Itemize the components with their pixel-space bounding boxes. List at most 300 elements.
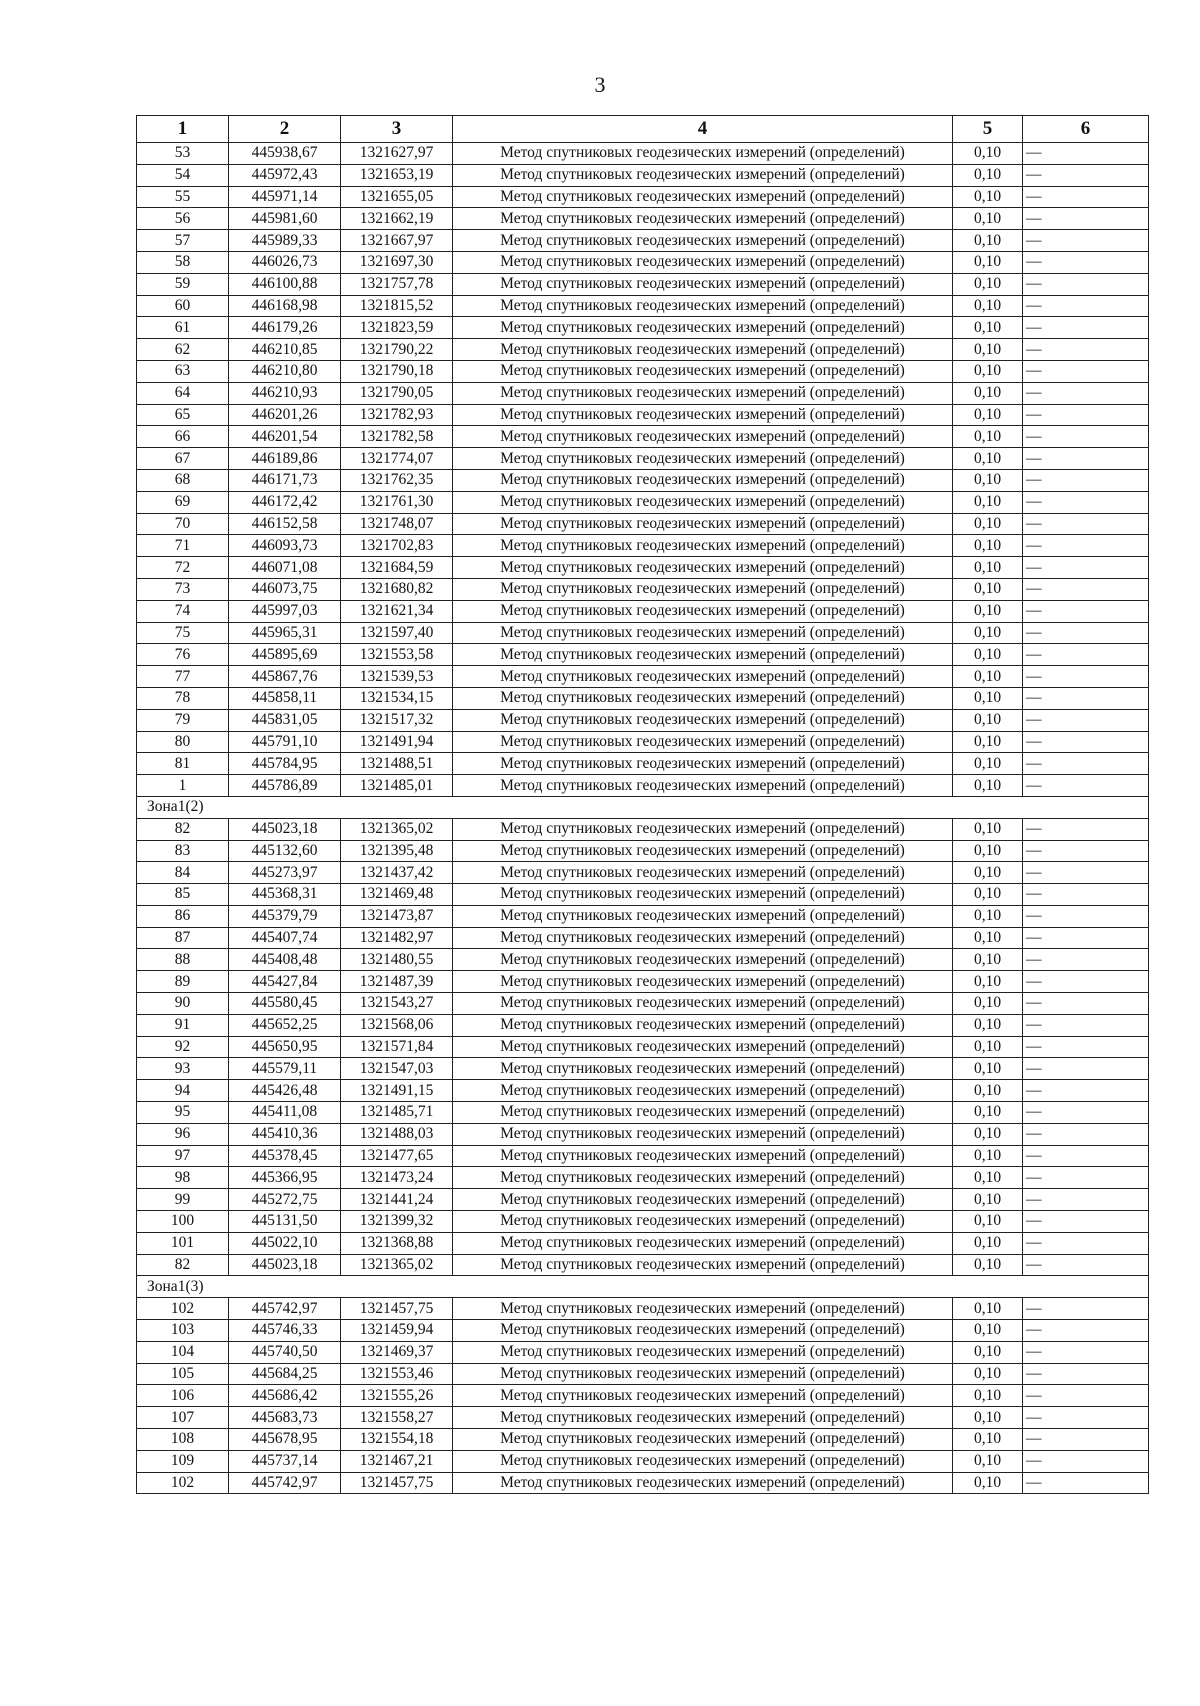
- table-row: [137, 1429, 1149, 1451]
- precision-cell: 0,10: [953, 295, 1023, 317]
- formula-cell: —: [1023, 971, 1149, 993]
- precision-cell: 0,10: [953, 1080, 1023, 1102]
- point-number-cell: 92: [137, 1036, 229, 1058]
- x-coordinate-cell: 445652,25: [229, 1014, 341, 1036]
- point-number-cell: 100: [137, 1211, 229, 1233]
- precision-cell: 0,10: [953, 884, 1023, 906]
- point-number-cell: 56: [137, 208, 229, 230]
- point-number-cell: 70: [137, 513, 229, 535]
- x-coordinate-cell: 446179,26: [229, 317, 341, 339]
- formula-cell: —: [1023, 1058, 1149, 1080]
- table-row: [137, 513, 1149, 535]
- table-row: [137, 1363, 1149, 1385]
- y-coordinate-cell: 1321365,02: [341, 818, 453, 840]
- point-number-cell: 102: [137, 1472, 229, 1494]
- x-coordinate-cell: 445368,31: [229, 884, 341, 906]
- y-coordinate-cell: 1321667,97: [341, 230, 453, 252]
- point-number-cell: 64: [137, 382, 229, 404]
- page-number: 3: [594, 72, 606, 97]
- table-row: [137, 404, 1149, 426]
- point-number-cell: 85: [137, 884, 229, 906]
- formula-cell: —: [1023, 164, 1149, 186]
- formula-cell: —: [1023, 731, 1149, 753]
- point-number-cell: 61: [137, 317, 229, 339]
- table-row: [137, 1472, 1149, 1494]
- x-coordinate-cell: 445981,60: [229, 208, 341, 230]
- method-cell: Метод спутниковых геодезических измерений (определений): [453, 1254, 953, 1276]
- formula-cell: —: [1023, 295, 1149, 317]
- point-number-cell: 91: [137, 1014, 229, 1036]
- method-cell: Метод спутниковых геодезических измерений (определений): [453, 535, 953, 557]
- x-coordinate-cell: 446210,93: [229, 382, 341, 404]
- method-cell: Метод спутниковых геодезических измерений (определений): [453, 1102, 953, 1124]
- point-number-cell: 73: [137, 578, 229, 600]
- formula-cell: —: [1023, 448, 1149, 470]
- table-row: [137, 557, 1149, 579]
- precision-cell: 0,10: [953, 1450, 1023, 1472]
- formula-cell: —: [1023, 1385, 1149, 1407]
- formula-cell: —: [1023, 1232, 1149, 1254]
- x-coordinate-cell: 445737,14: [229, 1450, 341, 1472]
- y-coordinate-cell: 1321597,40: [341, 622, 453, 644]
- table-row: [137, 731, 1149, 753]
- table-row: [137, 1341, 1149, 1363]
- method-cell: Метод спутниковых геодезических измерений (определений): [453, 1363, 953, 1385]
- y-coordinate-cell: 1321473,24: [341, 1167, 453, 1189]
- y-coordinate-cell: 1321395,48: [341, 840, 453, 862]
- formula-cell: —: [1023, 1014, 1149, 1036]
- precision-cell: 0,10: [953, 143, 1023, 165]
- point-number-cell: 63: [137, 360, 229, 382]
- table-row: [137, 971, 1149, 993]
- column-header: 1: [137, 116, 229, 143]
- precision-cell: 0,10: [953, 491, 1023, 513]
- method-cell: Метод спутниковых геодезических измерений (определений): [453, 709, 953, 731]
- formula-cell: —: [1023, 600, 1149, 622]
- precision-cell: 0,10: [953, 993, 1023, 1015]
- method-cell: Метод спутниковых геодезических измерений (определений): [453, 993, 953, 1015]
- method-cell: Метод спутниковых геодезических измерений (определений): [453, 644, 953, 666]
- y-coordinate-cell: 1321480,55: [341, 949, 453, 971]
- formula-cell: —: [1023, 273, 1149, 295]
- y-coordinate-cell: 1321684,59: [341, 557, 453, 579]
- table-row: [137, 143, 1149, 165]
- table-row: [137, 426, 1149, 448]
- formula-cell: —: [1023, 1320, 1149, 1342]
- formula-cell: —: [1023, 360, 1149, 382]
- y-coordinate-cell: 1321553,58: [341, 644, 453, 666]
- y-coordinate-cell: 1321473,87: [341, 905, 453, 927]
- point-number-cell: 53: [137, 143, 229, 165]
- point-number-cell: 93: [137, 1058, 229, 1080]
- method-cell: Метод спутниковых геодезических измерений (определений): [453, 731, 953, 753]
- method-cell: Метод спутниковых геодезических измерений (определений): [453, 884, 953, 906]
- precision-cell: 0,10: [953, 1320, 1023, 1342]
- precision-cell: 0,10: [953, 1298, 1023, 1320]
- x-coordinate-cell: 445579,11: [229, 1058, 341, 1080]
- formula-cell: —: [1023, 1407, 1149, 1429]
- table-row: [137, 884, 1149, 906]
- x-coordinate-cell: 445272,75: [229, 1189, 341, 1211]
- method-cell: Метод спутниковых геодезических измерений (определений): [453, 1320, 953, 1342]
- table-row: [137, 644, 1149, 666]
- method-cell: Метод спутниковых геодезических измерений (определений): [453, 949, 953, 971]
- point-number-cell: 80: [137, 731, 229, 753]
- table-row: [137, 1145, 1149, 1167]
- point-number-cell: 101: [137, 1232, 229, 1254]
- precision-cell: 0,10: [953, 448, 1023, 470]
- x-coordinate-cell: 445410,36: [229, 1123, 341, 1145]
- table-row: [137, 491, 1149, 513]
- point-number-cell: 99: [137, 1189, 229, 1211]
- column-header: 4: [453, 116, 953, 143]
- formula-cell: —: [1023, 753, 1149, 775]
- table-row: [137, 273, 1149, 295]
- y-coordinate-cell: 1321553,46: [341, 1363, 453, 1385]
- y-coordinate-cell: 1321365,02: [341, 1254, 453, 1276]
- table-row: [137, 251, 1149, 273]
- point-number-cell: 87: [137, 927, 229, 949]
- y-coordinate-cell: 1321621,34: [341, 600, 453, 622]
- formula-cell: —: [1023, 317, 1149, 339]
- x-coordinate-cell: 446210,80: [229, 360, 341, 382]
- table-row: [137, 448, 1149, 470]
- x-coordinate-cell: 445965,31: [229, 622, 341, 644]
- formula-cell: —: [1023, 578, 1149, 600]
- x-coordinate-cell: 446171,73: [229, 469, 341, 491]
- table-row: [137, 600, 1149, 622]
- precision-cell: 0,10: [953, 1429, 1023, 1451]
- precision-cell: 0,10: [953, 1385, 1023, 1407]
- table-row: [137, 753, 1149, 775]
- table-row: [137, 1211, 1149, 1233]
- table-row: [137, 1080, 1149, 1102]
- formula-cell: —: [1023, 927, 1149, 949]
- x-coordinate-cell: 445408,48: [229, 949, 341, 971]
- x-coordinate-cell: 445997,03: [229, 600, 341, 622]
- y-coordinate-cell: 1321457,75: [341, 1298, 453, 1320]
- formula-cell: —: [1023, 905, 1149, 927]
- point-number-cell: 67: [137, 448, 229, 470]
- formula-cell: —: [1023, 469, 1149, 491]
- formula-cell: —: [1023, 382, 1149, 404]
- table-row: [137, 295, 1149, 317]
- x-coordinate-cell: 445989,33: [229, 230, 341, 252]
- table-row: [137, 687, 1149, 709]
- x-coordinate-cell: 445791,10: [229, 731, 341, 753]
- method-cell: Метод спутниковых геодезических измерений (определений): [453, 317, 953, 339]
- precision-cell: 0,10: [953, 1167, 1023, 1189]
- table-row: [137, 469, 1149, 491]
- y-coordinate-cell: 1321488,03: [341, 1123, 453, 1145]
- precision-cell: 0,10: [953, 731, 1023, 753]
- method-cell: Метод спутниковых геодезических измерений (определений): [453, 1058, 953, 1080]
- method-cell: Метод спутниковых геодезических измерений (определений): [453, 1189, 953, 1211]
- table-row: [137, 230, 1149, 252]
- formula-cell: —: [1023, 404, 1149, 426]
- point-number-cell: 104: [137, 1341, 229, 1363]
- y-coordinate-cell: 1321662,19: [341, 208, 453, 230]
- precision-cell: 0,10: [953, 469, 1023, 491]
- formula-cell: —: [1023, 1363, 1149, 1385]
- table-row: [137, 1102, 1149, 1124]
- method-cell: Метод спутниковых геодезических измерений (определений): [453, 905, 953, 927]
- formula-cell: —: [1023, 491, 1149, 513]
- precision-cell: 0,10: [953, 1254, 1023, 1276]
- method-cell: Метод спутниковых геодезических измерений (определений): [453, 840, 953, 862]
- x-coordinate-cell: 445784,95: [229, 753, 341, 775]
- x-coordinate-cell: 445427,84: [229, 971, 341, 993]
- point-number-cell: 71: [137, 535, 229, 557]
- point-number-cell: 69: [137, 491, 229, 513]
- point-number-cell: 77: [137, 666, 229, 688]
- x-coordinate-cell: 445971,14: [229, 186, 341, 208]
- y-coordinate-cell: 1321485,71: [341, 1102, 453, 1124]
- point-number-cell: 86: [137, 905, 229, 927]
- point-number-cell: 68: [137, 469, 229, 491]
- x-coordinate-cell: 446172,42: [229, 491, 341, 513]
- method-cell: Метод спутниковых геодезических измерений (определений): [453, 1145, 953, 1167]
- point-number-cell: 72: [137, 557, 229, 579]
- y-coordinate-cell: 1321482,97: [341, 927, 453, 949]
- formula-cell: —: [1023, 1036, 1149, 1058]
- precision-cell: 0,10: [953, 818, 1023, 840]
- precision-cell: 0,10: [953, 404, 1023, 426]
- y-coordinate-cell: 1321627,97: [341, 143, 453, 165]
- point-number-cell: 57: [137, 230, 229, 252]
- y-coordinate-cell: 1321558,27: [341, 1407, 453, 1429]
- precision-cell: 0,10: [953, 644, 1023, 666]
- precision-cell: 0,10: [953, 557, 1023, 579]
- table-row: [137, 840, 1149, 862]
- method-cell: Метод спутниковых геодезических измерений (определений): [453, 1211, 953, 1233]
- x-coordinate-cell: 445742,97: [229, 1472, 341, 1494]
- x-coordinate-cell: 445023,18: [229, 1254, 341, 1276]
- point-number-cell: 82: [137, 818, 229, 840]
- table-row: [137, 1014, 1149, 1036]
- method-cell: Метод спутниковых геодезических измерений (определений): [453, 469, 953, 491]
- method-cell: Метод спутниковых геодезических измерений (определений): [453, 404, 953, 426]
- x-coordinate-cell: 445273,97: [229, 862, 341, 884]
- y-coordinate-cell: 1321555,26: [341, 1385, 453, 1407]
- formula-cell: —: [1023, 1298, 1149, 1320]
- method-cell: Метод спутниковых геодезических измерений (определений): [453, 1298, 953, 1320]
- formula-cell: —: [1023, 862, 1149, 884]
- y-coordinate-cell: 1321757,78: [341, 273, 453, 295]
- formula-cell: —: [1023, 1472, 1149, 1494]
- point-number-cell: 95: [137, 1102, 229, 1124]
- point-number-cell: 88: [137, 949, 229, 971]
- zone-label: Зона1(3): [137, 1276, 1149, 1298]
- formula-cell: —: [1023, 1102, 1149, 1124]
- x-coordinate-cell: 445858,11: [229, 687, 341, 709]
- point-number-cell: 78: [137, 687, 229, 709]
- formula-cell: —: [1023, 1080, 1149, 1102]
- point-number-cell: 75: [137, 622, 229, 644]
- precision-cell: 0,10: [953, 753, 1023, 775]
- precision-cell: 0,10: [953, 251, 1023, 273]
- precision-cell: 0,10: [953, 1341, 1023, 1363]
- precision-cell: 0,10: [953, 360, 1023, 382]
- precision-cell: 0,10: [953, 1123, 1023, 1145]
- x-coordinate-cell: 446210,85: [229, 339, 341, 361]
- formula-cell: —: [1023, 143, 1149, 165]
- table-row: [137, 1232, 1149, 1254]
- table-row: [137, 164, 1149, 186]
- table-row: [137, 622, 1149, 644]
- column-header: 3: [341, 116, 453, 143]
- table-row: [137, 382, 1149, 404]
- x-coordinate-cell: 446189,86: [229, 448, 341, 470]
- x-coordinate-cell: 445678,95: [229, 1429, 341, 1451]
- point-number-cell: 97: [137, 1145, 229, 1167]
- point-number-cell: 106: [137, 1385, 229, 1407]
- x-coordinate-cell: 445366,95: [229, 1167, 341, 1189]
- x-coordinate-cell: 445895,69: [229, 644, 341, 666]
- x-coordinate-cell: 445426,48: [229, 1080, 341, 1102]
- method-cell: Метод спутниковых геодезических измерений (определений): [453, 426, 953, 448]
- x-coordinate-cell: 445683,73: [229, 1407, 341, 1429]
- y-coordinate-cell: 1321761,30: [341, 491, 453, 513]
- x-coordinate-cell: 445686,42: [229, 1385, 341, 1407]
- point-number-cell: 105: [137, 1363, 229, 1385]
- precision-cell: 0,10: [953, 1014, 1023, 1036]
- table-row: [137, 1123, 1149, 1145]
- x-coordinate-cell: 445580,45: [229, 993, 341, 1015]
- method-cell: Метод спутниковых геодезических измерений (определений): [453, 382, 953, 404]
- y-coordinate-cell: 1321488,51: [341, 753, 453, 775]
- x-coordinate-cell: 446152,58: [229, 513, 341, 535]
- precision-cell: 0,10: [953, 230, 1023, 252]
- method-cell: Метод спутниковых геодезических измерений (определений): [453, 1341, 953, 1363]
- x-coordinate-cell: 445023,18: [229, 818, 341, 840]
- y-coordinate-cell: 1321491,15: [341, 1080, 453, 1102]
- precision-cell: 0,10: [953, 905, 1023, 927]
- precision-cell: 0,10: [953, 1036, 1023, 1058]
- method-cell: Метод спутниковых геодезических измерений (определений): [453, 295, 953, 317]
- point-number-cell: 60: [137, 295, 229, 317]
- x-coordinate-cell: 446026,73: [229, 251, 341, 273]
- y-coordinate-cell: 1321517,32: [341, 709, 453, 731]
- x-coordinate-cell: 445786,89: [229, 775, 341, 797]
- method-cell: Метод спутниковых геодезических измерений (определений): [453, 1472, 953, 1494]
- y-coordinate-cell: 1321491,94: [341, 731, 453, 753]
- y-coordinate-cell: 1321457,75: [341, 1472, 453, 1494]
- method-cell: Метод спутниковых геодезических измерений (определений): [453, 971, 953, 993]
- formula-cell: —: [1023, 186, 1149, 208]
- table-row: [137, 1036, 1149, 1058]
- method-cell: Метод спутниковых геодезических измерений (определений): [453, 186, 953, 208]
- method-cell: Метод спутниковых геодезических измерений (определений): [453, 1167, 953, 1189]
- y-coordinate-cell: 1321655,05: [341, 186, 453, 208]
- precision-cell: 0,10: [953, 1189, 1023, 1211]
- table-row: [137, 339, 1149, 361]
- method-cell: Метод спутниковых геодезических измерений (определений): [453, 862, 953, 884]
- method-cell: Метод спутниковых геодезических измерений (определений): [453, 1036, 953, 1058]
- formula-cell: —: [1023, 1123, 1149, 1145]
- x-coordinate-cell: 445831,05: [229, 709, 341, 731]
- formula-cell: —: [1023, 1189, 1149, 1211]
- method-cell: Метод спутниковых геодезических измерений (определений): [453, 1407, 953, 1429]
- y-coordinate-cell: 1321485,01: [341, 775, 453, 797]
- method-cell: Метод спутниковых геодезических измерений (определений): [453, 753, 953, 775]
- y-coordinate-cell: 1321368,88: [341, 1232, 453, 1254]
- formula-cell: —: [1023, 1145, 1149, 1167]
- y-coordinate-cell: 1321437,42: [341, 862, 453, 884]
- x-coordinate-cell: 445131,50: [229, 1211, 341, 1233]
- table-row: [137, 927, 1149, 949]
- formula-cell: —: [1023, 884, 1149, 906]
- table-row: [137, 360, 1149, 382]
- precision-cell: 0,10: [953, 971, 1023, 993]
- y-coordinate-cell: 1321697,30: [341, 251, 453, 273]
- formula-cell: —: [1023, 1254, 1149, 1276]
- precision-cell: 0,10: [953, 339, 1023, 361]
- method-cell: Метод спутниковых геодезических измерений (определений): [453, 273, 953, 295]
- point-number-cell: 83: [137, 840, 229, 862]
- formula-cell: —: [1023, 535, 1149, 557]
- x-coordinate-cell: 445740,50: [229, 1341, 341, 1363]
- method-cell: Метод спутниковых геодезических измерений (определений): [453, 1080, 953, 1102]
- point-number-cell: 1: [137, 775, 229, 797]
- y-coordinate-cell: 1321653,19: [341, 164, 453, 186]
- y-coordinate-cell: 1321702,83: [341, 535, 453, 557]
- method-cell: Метод спутниковых геодезических измерений (определений): [453, 775, 953, 797]
- table-row: [137, 709, 1149, 731]
- table-row: [137, 818, 1149, 840]
- y-coordinate-cell: 1321815,52: [341, 295, 453, 317]
- precision-cell: 0,10: [953, 208, 1023, 230]
- y-coordinate-cell: 1321399,32: [341, 1211, 453, 1233]
- method-cell: Метод спутниковых геодезических измерений (определений): [453, 1123, 953, 1145]
- y-coordinate-cell: 1321547,03: [341, 1058, 453, 1080]
- y-coordinate-cell: 1321762,35: [341, 469, 453, 491]
- precision-cell: 0,10: [953, 513, 1023, 535]
- method-cell: Метод спутниковых геодезических измерений (определений): [453, 143, 953, 165]
- table-row: [137, 535, 1149, 557]
- formula-cell: —: [1023, 775, 1149, 797]
- formula-cell: —: [1023, 208, 1149, 230]
- point-number-cell: 58: [137, 251, 229, 273]
- formula-cell: —: [1023, 818, 1149, 840]
- formula-cell: —: [1023, 1341, 1149, 1363]
- table-row: [137, 775, 1149, 797]
- y-coordinate-cell: 1321790,18: [341, 360, 453, 382]
- table-row: [137, 949, 1149, 971]
- x-coordinate-cell: 445022,10: [229, 1232, 341, 1254]
- x-coordinate-cell: 445867,76: [229, 666, 341, 688]
- x-coordinate-cell: 446100,88: [229, 273, 341, 295]
- point-number-cell: 54: [137, 164, 229, 186]
- table-row: [137, 1385, 1149, 1407]
- table-row: [137, 1450, 1149, 1472]
- table-header-row: [137, 116, 1149, 143]
- table-row: [137, 1298, 1149, 1320]
- table-body: [137, 143, 1149, 1494]
- precision-cell: 0,10: [953, 775, 1023, 797]
- x-coordinate-cell: 446201,26: [229, 404, 341, 426]
- precision-cell: 0,10: [953, 862, 1023, 884]
- precision-cell: 0,10: [953, 709, 1023, 731]
- formula-cell: —: [1023, 1211, 1149, 1233]
- point-number-cell: 109: [137, 1450, 229, 1472]
- formula-cell: —: [1023, 1429, 1149, 1451]
- precision-cell: 0,10: [953, 927, 1023, 949]
- x-coordinate-cell: 445972,43: [229, 164, 341, 186]
- formula-cell: —: [1023, 622, 1149, 644]
- method-cell: Метод спутниковых геодезических измерений (определений): [453, 1232, 953, 1254]
- table-row: [137, 578, 1149, 600]
